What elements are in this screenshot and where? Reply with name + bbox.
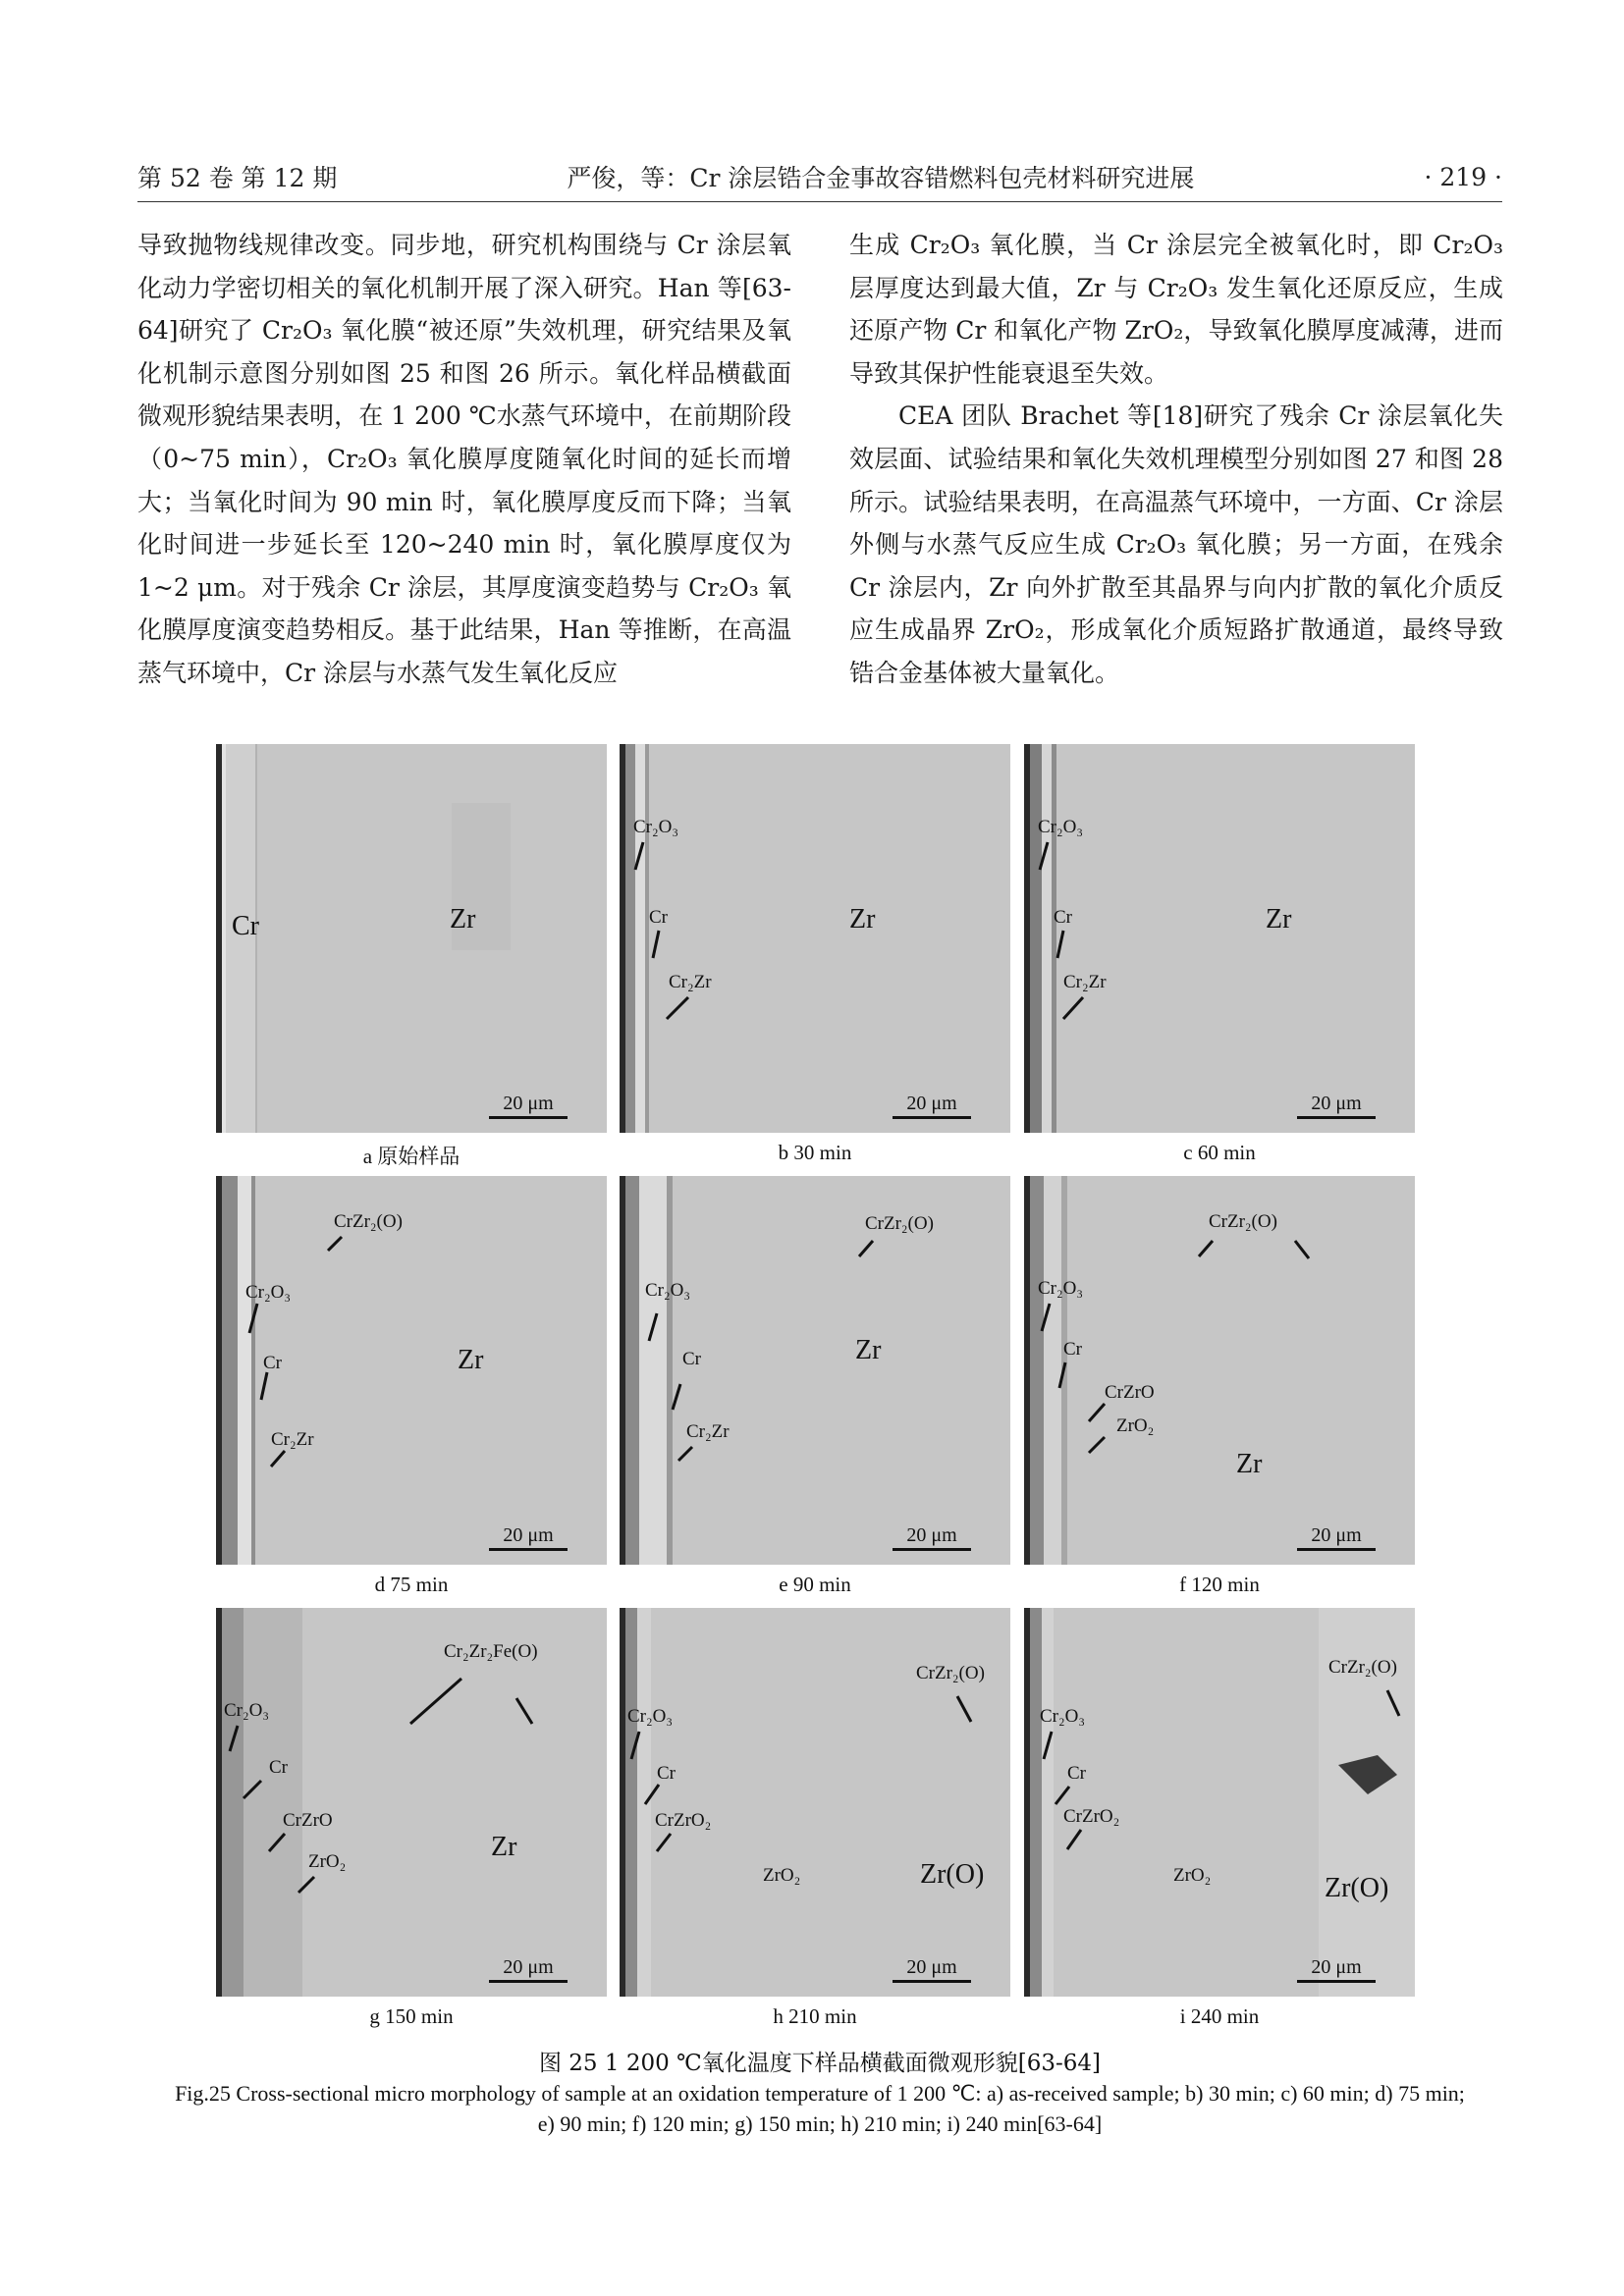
phase-label: Zr bbox=[450, 904, 476, 934]
scale-bar: 20 μm bbox=[489, 1956, 568, 1983]
phase-label: Cr₂O₃ bbox=[645, 1280, 690, 1301]
panel-caption-e: e 90 min bbox=[779, 1573, 851, 1596]
scale-bar: 20 μm bbox=[489, 1093, 568, 1119]
figure-caption-en: Fig.25 Cross-sectional micro morphology of sample at an oxidation temperature of 1 200 ℃: a) as-received sample; b) 30 min; c) 60 min; d) 75 min; e) 90 min; f) 120 min; g) 150 min; h) 210 min; i) 240 min[63-64] bbox=[175, 2081, 1465, 2136]
phase-label: Zr bbox=[849, 904, 876, 934]
phase-label: Cr₂O₃ bbox=[245, 1282, 291, 1303]
phase-label: Zr bbox=[458, 1345, 484, 1375]
phase-label: CrZrO₂ bbox=[1063, 1806, 1120, 1827]
phase-label: CrZr₂(O) bbox=[334, 1211, 403, 1232]
panel-caption-b: b 30 min bbox=[778, 1141, 852, 1164]
phase-label: Zr bbox=[1266, 904, 1292, 934]
phase-label: Cr₂Zr bbox=[1063, 972, 1107, 992]
panel-caption-h: h 210 min bbox=[773, 2004, 857, 2028]
phase-label: Zr bbox=[491, 1832, 517, 1862]
phase-label: ZrO₂ bbox=[1116, 1415, 1155, 1436]
micrograph-image bbox=[620, 744, 1010, 1133]
panel-caption-d: d 75 min bbox=[374, 1573, 449, 1596]
micrograph-image bbox=[216, 744, 607, 1133]
phase-label: ZrO₂ bbox=[1173, 1865, 1212, 1886]
phase-label: Cr bbox=[657, 1763, 676, 1784]
paragraph: 导致抛物线规律改变。同步地，研究机构围绕与 Cr 涂层氧化动力学密切相关的氧化机制开展了深入研究。Han 等[63-64]研究了 Cr₂O₃ 氧化膜“被还原”失效机理，研究结果及氧化机制示意图分别如图 25 和图 26 所示。氧化样品横截面微观形貌结果表明，在 1 200 ℃水蒸气环境中，在前期阶段（0~75 min），Cr₂O₃ 氧化膜厚度随氧化时间的延长而增大；当氧化时间为 90 min 时，氧化膜厚度反而下降；当氧化时间进一步延长至 120~240 min 时，氧化膜厚度仅为 1~2 μm。对于残余 Cr 涂层，其厚度演变趋势与 Cr₂O₃ 氧化膜厚度演变趋势相反。基于此结果，Han 等推断，在高温蒸气环境中，Cr 涂层与水蒸气发生氧化反应 bbox=[137, 231, 791, 687]
phase-label: Cr bbox=[1067, 1763, 1086, 1784]
panel-caption-c: c 60 min bbox=[1183, 1141, 1256, 1164]
phase-label: CrZr₂(O) bbox=[916, 1663, 985, 1683]
phase-label: Cr bbox=[232, 911, 259, 941]
paragraph: CEA 团队 Brachet 等[18]研究了残余 Cr 涂层氧化失效层面、试验结果和氧化失效机理模型分别如图 27 和图 28 所示。试验结果表明，在高温蒸气环境中，一方面、Cr 涂层外侧与水蒸气反应生成 Cr₂O₃ 氧化膜；另一方面，在残余 Cr 涂层内，Zr 向外扩散至其晶界与向内扩散的氧化介质反应生成晶界 ZrO₂，形成氧化介质短路扩散通道，最终导致锆合金基体被大量氧化。 bbox=[849, 401, 1503, 687]
running-header bbox=[137, 157, 1502, 196]
scale-bar: 20 μm bbox=[1297, 1524, 1376, 1551]
panel-caption-g: g 150 min bbox=[369, 2004, 454, 2028]
phase-label: Cr₂O₃ bbox=[224, 1700, 269, 1721]
running-title: 严俊，等：Cr 涂层锆合金事故容错燃料包壳材料研究进展 bbox=[567, 164, 1195, 192]
micrograph-panel-e bbox=[620, 1176, 1010, 1565]
figure-caption-cn: 图 25 1 200 ℃氧化温度下样品横截面微观形貌[63-64] bbox=[538, 2051, 1102, 2076]
panel-caption-a: a 原始样品 bbox=[362, 1145, 460, 1168]
scale-bar: 20 μm bbox=[489, 1524, 568, 1551]
phase-label: Cr₂Zr bbox=[271, 1429, 314, 1450]
phase-label: Cr bbox=[682, 1349, 701, 1369]
phase-label: Cr bbox=[649, 907, 668, 928]
scale-bar: 20 μm bbox=[893, 1956, 971, 1983]
phase-label: CrZrO bbox=[1105, 1382, 1155, 1403]
panel-caption-i: i 240 min bbox=[1179, 2004, 1260, 2028]
phase-label: CrZrO bbox=[283, 1810, 333, 1831]
scale-bar: 20 μm bbox=[1297, 1956, 1376, 1983]
phase-label: Cr₂O₃ bbox=[1040, 1706, 1085, 1727]
micrograph-image bbox=[216, 1608, 607, 1997]
figure-25 bbox=[216, 744, 1415, 2030]
phase-label: Cr bbox=[1054, 907, 1072, 928]
phase-label: Cr₂O₃ bbox=[1038, 817, 1083, 837]
left-column bbox=[137, 224, 791, 695]
phase-label: ZrO₂ bbox=[308, 1851, 347, 1872]
phase-label: Cr bbox=[263, 1353, 282, 1373]
micrograph-panel-i bbox=[1024, 1608, 1415, 1997]
phase-label: Cr₂O₃ bbox=[1038, 1278, 1083, 1299]
phase-label: Zr(O) bbox=[1325, 1873, 1389, 1903]
phase-label: Cr₂O₃ bbox=[627, 1706, 673, 1727]
micrograph-image bbox=[1024, 744, 1415, 1133]
phase-label: ZrO₂ bbox=[763, 1865, 801, 1886]
paragraph: 生成 Cr₂O₃ 氧化膜，当 Cr 涂层完全被氧化时，即 Cr₂O₃ 层厚度达到最大值，Zr 与 Cr₂O₃ 发生氧化还原反应，生成还原产物 Cr 和氧化产物 ZrO₂，导致氧化膜厚度减薄，进而导致其保护性能衰退至失效。 bbox=[849, 231, 1503, 388]
micrograph-panel-g bbox=[216, 1608, 607, 1997]
micrograph-panel-h bbox=[620, 1608, 1010, 1997]
phase-label: CrZr₂(O) bbox=[1328, 1657, 1397, 1678]
micrograph-panel-f bbox=[1024, 1176, 1415, 1565]
micrograph-panel-c bbox=[1024, 744, 1415, 1133]
scale-bar: 20 μm bbox=[893, 1524, 971, 1551]
right-column bbox=[849, 224, 1503, 695]
page-number: · 219 · bbox=[1424, 162, 1502, 191]
phase-label: CrZrO₂ bbox=[655, 1810, 712, 1831]
volume-issue: 第 52 卷 第 12 期 bbox=[137, 164, 338, 192]
phase-label: Cr₂Zr bbox=[686, 1421, 730, 1442]
micrograph-panel-b bbox=[620, 744, 1010, 1133]
panel-caption-f: f 120 min bbox=[1179, 1573, 1260, 1596]
phase-label: Cr bbox=[269, 1757, 288, 1778]
header-rule bbox=[137, 201, 1502, 202]
micrograph-panel-d bbox=[216, 1176, 607, 1565]
phase-label: Zr(O) bbox=[920, 1859, 985, 1890]
scale-bar: 20 μm bbox=[893, 1093, 971, 1119]
scale-bar: 20 μm bbox=[1297, 1093, 1376, 1119]
phase-label: Zr bbox=[855, 1335, 882, 1365]
micrograph-image bbox=[1024, 1176, 1415, 1565]
phase-label: Cr₂Zr bbox=[669, 972, 712, 992]
phase-label: Cr₂Zr₂Fe(O) bbox=[444, 1641, 538, 1662]
phase-label: Cr bbox=[1063, 1339, 1082, 1360]
micrograph-image bbox=[620, 1176, 1010, 1565]
phase-label: Zr bbox=[1236, 1449, 1263, 1479]
phase-label: CrZr₂(O) bbox=[1209, 1211, 1277, 1232]
micrograph-panel-a bbox=[216, 744, 607, 1133]
phase-label: Cr₂O₃ bbox=[633, 817, 678, 837]
phase-label: CrZr₂(O) bbox=[865, 1213, 934, 1234]
